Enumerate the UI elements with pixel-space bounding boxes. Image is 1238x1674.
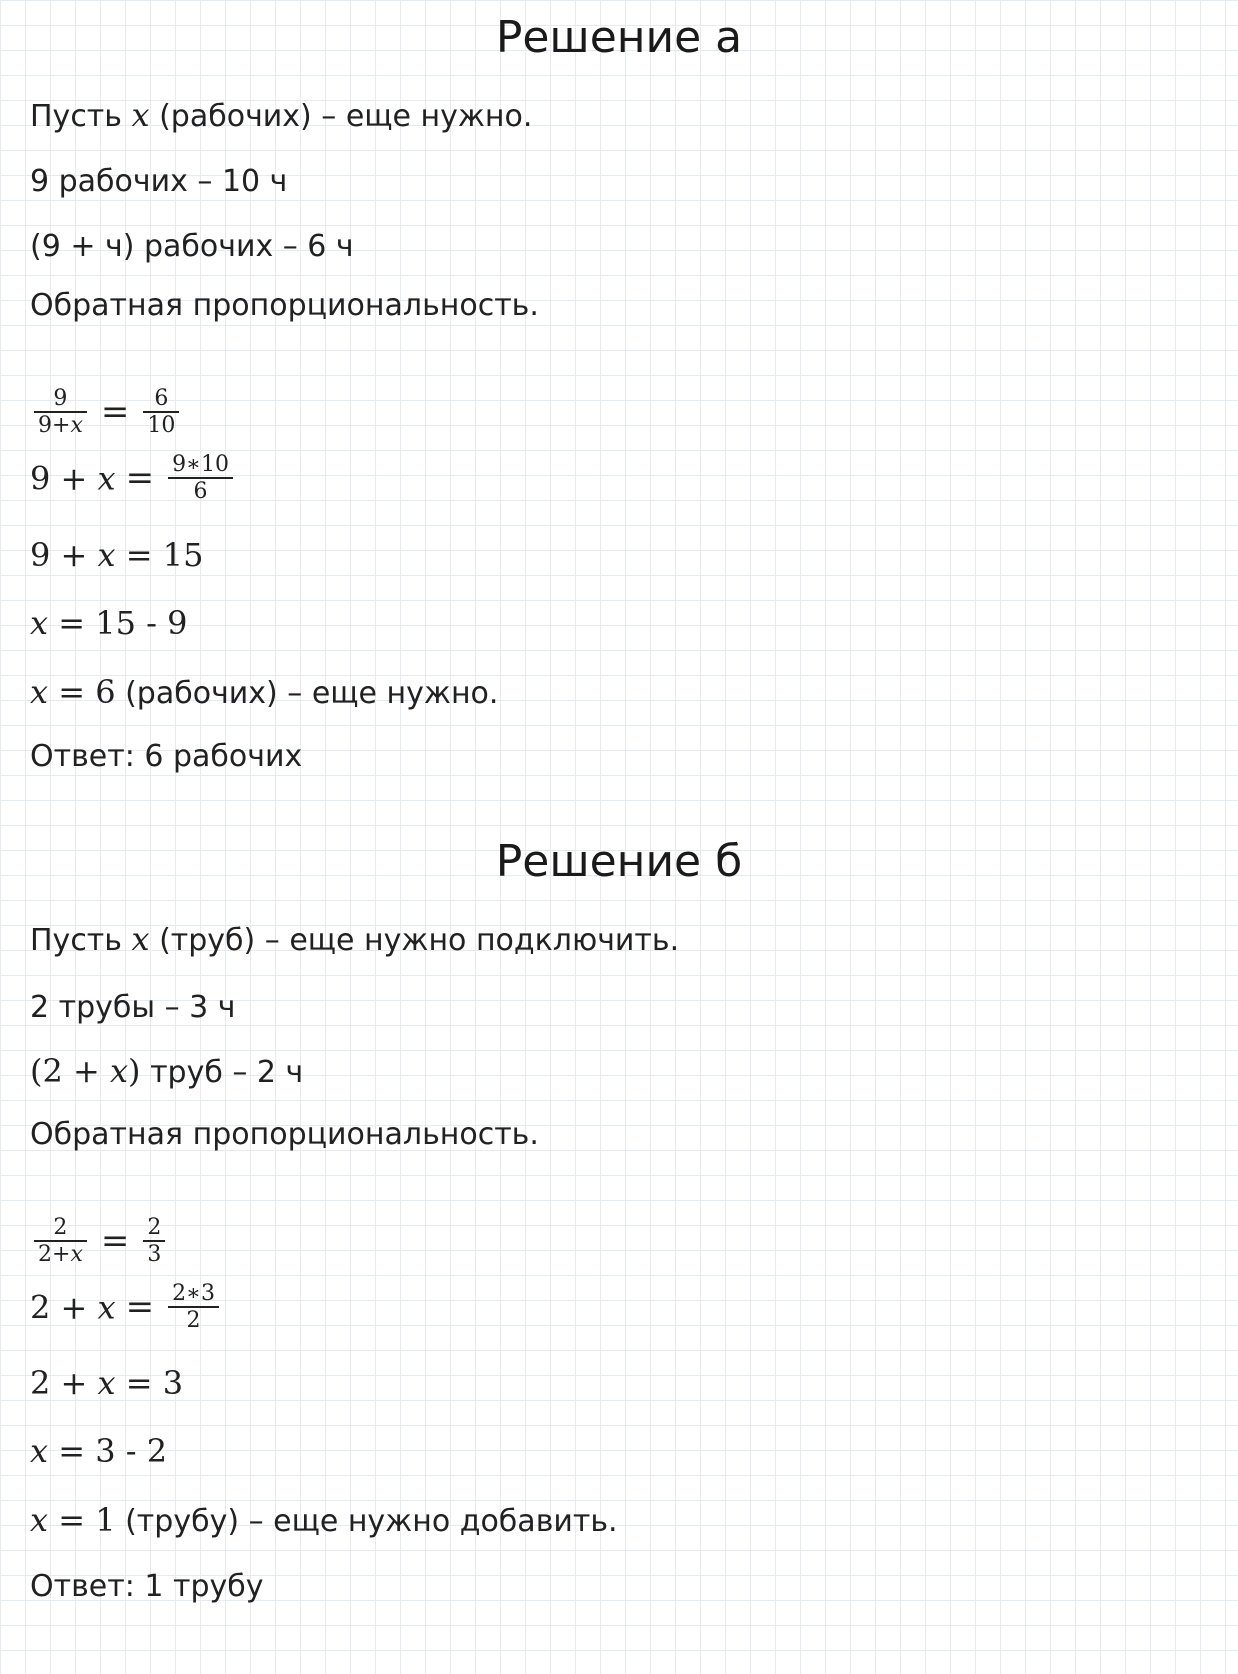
expr-part: 9 + [30,536,98,574]
fraction-right [143,1215,165,1268]
equals-sign: = [125,458,155,499]
answer-a: Ответ: 6 рабочих [30,739,303,774]
var-x: x [30,604,49,642]
proportion-type-a: Обратная пропорциональность. [30,288,539,323]
equation-result-b [30,1501,618,1539]
condition-text: труб – 2 ч [140,1055,304,1090]
var-x: x [30,1501,49,1539]
var-x: x [30,673,49,711]
result-note: (трубу) – еще нужно добавить. [115,1504,618,1539]
fraction-left [34,1215,87,1268]
expr-part: = 3 - 2 [48,1432,168,1470]
equation-step-2-a [30,452,237,505]
denominator-var: x [70,1242,83,1268]
let-statement-b [30,920,679,958]
var-x: x [110,1052,129,1090]
equation-proportion-a [30,386,183,439]
let-suffix: (труб) – еще нужно подключить. [149,923,680,958]
expr-part: = 15 - 9 [48,604,188,642]
fraction-denominator: 6 [168,477,233,504]
expr-part: = 6 [48,673,116,711]
var-x: x [97,459,116,498]
let-statement-a [30,96,532,134]
answer-b: Ответ: 1 трубу [30,1569,264,1604]
let-prefix: Пусть [30,99,132,134]
fraction-right [168,452,233,505]
var-x: x [97,536,116,574]
denominator-const: 9+ [38,413,71,439]
condition-line-2-b [30,1052,303,1090]
heading-solution-a: Решение а [495,12,743,63]
equation-step-3-a [30,536,203,574]
fraction-numerator: 9∗10 [172,452,230,477]
fraction-numerator: 2 [53,1215,68,1240]
fraction-denominator: 2 [168,1306,219,1333]
proportion-type-b: Обратная пропорциональность. [30,1117,539,1152]
fraction-denominator [34,1240,87,1267]
let-prefix: Пусть [30,923,132,958]
lhs-const: 9 + [30,459,98,498]
equation-lhs [30,1288,116,1326]
expr-part: = 3 [115,1364,184,1402]
expr-part: = 15 [115,536,204,574]
equals-sign: = [100,1221,130,1262]
fraction-numerator: 6 [154,386,169,411]
equation-result-a [30,673,498,711]
expr-part: ) [128,1052,141,1090]
heading-solution-b: Решение б [495,836,743,887]
equation-step-2-b [30,1281,223,1334]
denominator-const: 2+ [38,1242,71,1268]
var-x: x [30,1432,49,1470]
fraction-denominator: 10 [143,411,179,438]
condition-line-2-a: (9 + ч) рабочих – 6 ч [30,229,354,264]
result-expr [30,673,116,711]
let-suffix: (рабочих) – еще нужно. [149,99,533,134]
denominator-var: x [70,413,83,439]
var-x: x [97,1364,116,1402]
expr-sum [30,1052,141,1090]
equation-lhs [30,459,116,497]
expr-part: 2 + [30,1364,98,1402]
fraction-numerator: 2 [147,1215,162,1240]
equals-sign: = [100,392,130,433]
equation-proportion-b [30,1215,169,1268]
expr-part: (2 + [30,1052,110,1090]
condition-line-1-b: 2 трубы – 3 ч [30,990,236,1025]
fraction-numerator: 9 [53,386,68,411]
equals-sign: = [125,1287,155,1328]
fraction-numerator: 2∗3 [172,1281,216,1306]
equation-step-3-b [30,1364,183,1402]
equation-step-4-a [30,604,187,642]
var-x: x [97,1288,116,1327]
lhs-const: 2 + [30,1288,98,1327]
result-expr [30,1501,116,1539]
condition-line-1-a: 9 рабочих – 10 ч [30,164,288,199]
fraction-denominator: 3 [143,1240,165,1267]
fraction-right [143,386,179,439]
expr-part: = 1 [48,1501,116,1539]
result-note: (рабочих) – еще нужно. [115,676,499,711]
var-x: x [131,920,150,958]
fraction-right [168,1281,219,1334]
fraction-denominator [34,411,87,438]
equation-step-4-b [30,1432,167,1470]
fraction-left [34,386,87,439]
var-x: x [131,96,150,134]
